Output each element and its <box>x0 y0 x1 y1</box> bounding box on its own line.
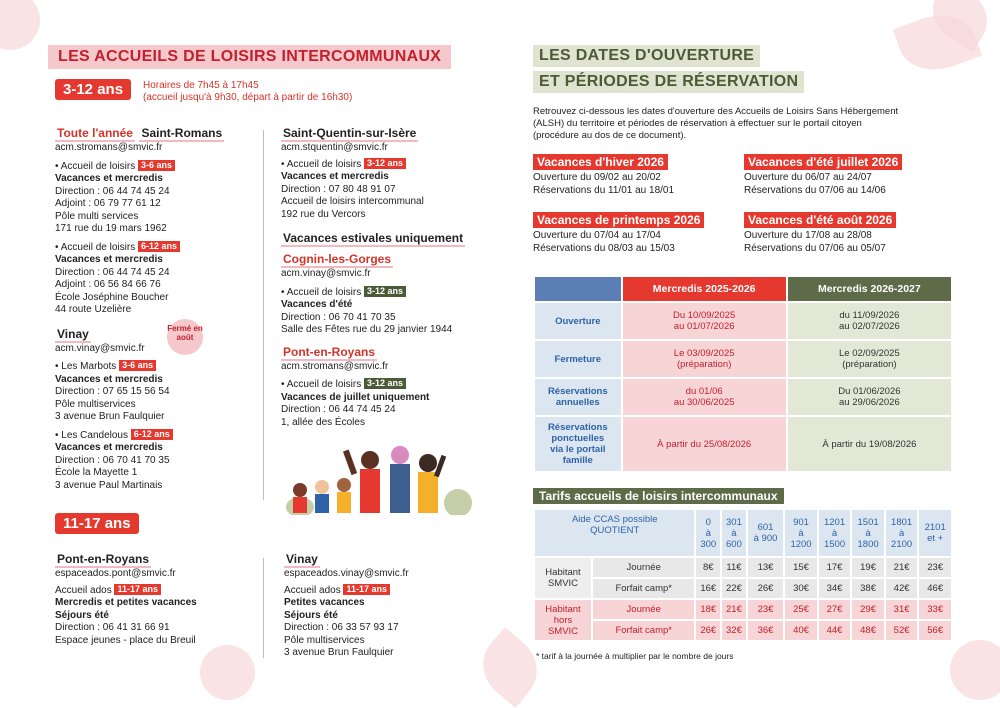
row-label <box>535 417 621 471</box>
va-line: Accueil ados <box>284 584 341 596</box>
sr-line: Vacances et mercredis <box>55 173 163 184</box>
cell <box>788 341 951 377</box>
vacation-title: Vacances d'hiver 2026 <box>533 154 668 170</box>
q-line: à <box>705 527 711 539</box>
right-title-1: LES DATES D'OUVERTURE <box>533 45 760 67</box>
cell-line: au 30/06/2025 <box>673 397 735 408</box>
cg-line: • Accueil de loisirs <box>281 286 362 298</box>
saint-romans-email[interactable]: acm.stromans@smvic.fr <box>55 142 163 153</box>
q-line: 2100 <box>891 538 913 550</box>
q-line: à 900 <box>753 533 778 544</box>
vinay-line: 3 avenue Paul Martinais <box>55 479 163 491</box>
price: 27€ <box>819 600 851 619</box>
va-line: Pôle multiservices <box>284 634 365 646</box>
price: 38€ <box>852 579 884 598</box>
hab-line: SMVIC <box>547 578 579 589</box>
vinay-heading: Vinay <box>57 326 89 341</box>
price: 13€ <box>748 558 783 577</box>
journee-label: Journée <box>593 600 694 619</box>
vacation-opening: Ouverture du 07/04 au 17/04 <box>533 230 661 241</box>
price: 36€ <box>748 621 783 640</box>
pr-line: Vacances de juillet uniquement <box>281 391 430 403</box>
cell <box>623 303 786 339</box>
age-tag: 6-12 ans <box>131 429 173 440</box>
cell-line: Le 03/09/2025 <box>673 348 735 359</box>
wednesdays-table <box>533 275 953 473</box>
vinay-ados-heading: Vinay <box>286 552 318 566</box>
cell: À partir du 25/08/2026 <box>623 417 786 471</box>
habitant-smvic <box>535 558 591 598</box>
vacation-title: Vacances d'été juillet 2026 <box>744 154 902 170</box>
q-line: à <box>865 527 871 539</box>
price: 42€ <box>886 579 918 598</box>
vacation-block <box>533 154 674 197</box>
q-line: à <box>798 527 804 539</box>
price: 26€ <box>696 621 720 640</box>
vinay-line: Direction : 06 70 41 70 35 <box>55 454 170 466</box>
sr-line: 44 route Uzelière <box>55 304 132 315</box>
age-tab-3-12: 3-12 ans <box>55 79 131 100</box>
age-tag: 6-12 ans <box>138 241 180 252</box>
price: 18€ <box>696 600 720 619</box>
saint-romans-heading: Saint-Romans <box>141 126 223 140</box>
vacation-title: Vacances de printemps 2026 <box>533 212 704 228</box>
q-line: 1501 <box>857 516 879 528</box>
va-line: Petites vacances <box>284 597 365 608</box>
price: 44€ <box>819 621 851 640</box>
vacation-block <box>533 212 704 255</box>
intro-line: (procédure au dos de ce document). <box>533 130 687 141</box>
sq-line: Accueil de loisirs intercommunal <box>281 196 424 207</box>
vinay-line: Pôle multiservices <box>55 398 136 410</box>
children-illustration <box>280 435 475 515</box>
q-line: 2101 <box>924 522 946 533</box>
header-2026: Mercredis 2026-2027 <box>788 277 951 301</box>
q-line: à <box>831 527 838 539</box>
pra-line: Séjours été <box>55 609 109 621</box>
habitant-hors-smvic <box>535 600 591 640</box>
hab-line: hors <box>553 614 573 626</box>
vacation-title: Vacances d'été août 2026 <box>744 212 896 228</box>
left-title: LES ACCUEILS DE LOISIRS INTERCOMMUNAUX <box>48 45 451 69</box>
price: 15€ <box>785 558 817 577</box>
row-label-line: Réservations <box>547 386 608 397</box>
hab-line: SMVIC <box>547 625 579 637</box>
quotient-col <box>919 510 951 556</box>
cell-line: au 02/07/2026 <box>839 321 900 332</box>
cell-line: du 11/09/2026 <box>839 310 900 321</box>
sr-line: • Accueil de loisirs <box>55 160 136 172</box>
row-label-line: Réservations <box>547 422 608 433</box>
cell <box>623 341 786 377</box>
aide-ccas: Aide CCAS possible <box>571 514 658 525</box>
vinay-line: Vacances et mercredis <box>55 373 163 385</box>
sq-line: Vacances et mercredis <box>281 171 389 182</box>
right-title-2: ET PÉRIODES DE RÉSERVATION <box>533 71 804 93</box>
va-line: 3 avenue Brun Faulquier <box>284 647 394 658</box>
q-line: 1800 <box>857 538 879 550</box>
cognin-email[interactable]: acm.vinay@smvic.fr <box>281 268 371 279</box>
sr-line: Adjoint : 06 56 84 66 76 <box>55 279 161 290</box>
pra-line: Direction : 06 41 31 66 91 <box>55 622 170 633</box>
sr-line: Adjoint : 06 79 77 61 12 <box>55 198 161 209</box>
saint-quentin-heading: Saint-Quentin-sur-Isère <box>283 126 417 140</box>
q-line: à <box>731 527 737 539</box>
row-label-line: via le portail <box>550 444 606 455</box>
header-2025: Mercredis 2025-2026 <box>623 277 786 301</box>
journee-label: Journée <box>593 558 694 577</box>
va-line: Séjours été <box>284 609 338 621</box>
q-line: et + <box>927 533 944 544</box>
hours-line: Horaires de 7h45 à 17h45 <box>143 80 259 91</box>
forfait-label: Forfait camp* <box>593 621 694 640</box>
q-line: 1801 <box>891 516 913 528</box>
saint-quentin-email[interactable]: acm.stquentin@smvic.fr <box>281 142 388 153</box>
q-line: 601 <box>757 522 774 533</box>
price: 32€ <box>722 621 746 640</box>
vacation-reservation: Réservations du 11/01 au 18/01 <box>533 185 675 196</box>
price: 25€ <box>785 600 817 619</box>
cell-line: au 01/07/2026 <box>673 321 735 332</box>
vinay-line: • Les Marbots <box>55 361 117 372</box>
price: 16€ <box>696 579 720 598</box>
sq-line: • Accueil de loisirs <box>281 158 362 170</box>
vacation-opening: Ouverture du 06/07 au 24/07 <box>744 172 872 183</box>
vinay-email[interactable]: acm.vinay@smvic.fr <box>55 342 145 354</box>
intro-line: Retrouvez ci-dessous les dates d'ouverture des Accueils de Loisirs Sans Hébergement <box>533 106 899 117</box>
sr-line: Vacances et mercredis <box>55 254 163 265</box>
price: 56€ <box>919 621 951 640</box>
cognin-heading: Cognin-les-Gorges <box>283 252 392 266</box>
vacation-block <box>744 154 902 197</box>
cg-line: Salle des Fêtes rue du 29 janvier 1944 <box>281 324 453 335</box>
tarif-footnote: * tarif à la journée à multiplier par le nombre de jours <box>536 651 734 661</box>
vacation-opening: Ouverture du 09/02 au 20/02 <box>533 172 661 183</box>
pra-line: Accueil ados <box>55 584 112 596</box>
cell-line: (préparation) <box>842 359 897 370</box>
vinay-line: 3 avenue Brun Faulquier <box>55 411 165 422</box>
price: 52€ <box>886 621 918 640</box>
quotient-col <box>748 510 783 556</box>
vacation-reservation: Réservations du 08/03 au 15/03 <box>533 243 675 254</box>
vinay-line: Vacances et mercredis <box>55 442 163 453</box>
cell-line: (préparation) <box>676 359 732 370</box>
price: 46€ <box>919 579 951 598</box>
quotient-col <box>696 510 720 556</box>
row-label <box>535 379 621 415</box>
cell-line: Le 02/09/2025 <box>839 348 900 359</box>
pr-line: • Accueil de loisirs <box>281 379 362 390</box>
q-line: 300 <box>700 538 717 550</box>
q-line: 1500 <box>823 538 846 550</box>
cell-line: au 29/06/2026 <box>839 397 900 408</box>
cell <box>788 379 951 415</box>
sr-line: Direction : 06 44 74 45 24 <box>55 266 170 278</box>
age-tag: 3-6 ans <box>138 160 175 171</box>
age-tag: 3-12 ans <box>364 378 406 389</box>
estivales-heading: Vacances estivales uniquement <box>283 231 464 245</box>
pont-en-royans-email[interactable]: acm.stromans@smvic.fr <box>281 360 389 372</box>
row-label: Ouverture <box>535 303 621 339</box>
age-tag: 11-17 ans <box>343 584 390 595</box>
pont-en-royans-heading: Pont-en-Royans <box>283 344 376 359</box>
q-line: à <box>898 527 905 539</box>
forfait-label: Forfait camp* <box>593 579 694 598</box>
price: 48€ <box>852 621 884 640</box>
age-tag: 11-17 ans <box>114 584 161 595</box>
q-line: 0 <box>705 516 711 528</box>
vinay-ados-email[interactable]: espaceados.vinay@smvic.fr <box>284 568 409 579</box>
quotient-col <box>852 510 884 556</box>
quotient-col <box>819 510 851 556</box>
price: 26€ <box>748 579 783 598</box>
sr-line: Direction : 06 44 74 45 24 <box>55 185 170 197</box>
vinay-line: École la Mayette 1 <box>55 467 138 478</box>
price: 23€ <box>919 558 951 577</box>
vacation-reservation: Réservations du 07/06 au 05/07 <box>744 243 886 254</box>
price: 17€ <box>819 558 851 577</box>
q-line: 301 <box>726 516 742 528</box>
hab-line: Habitant <box>545 567 581 578</box>
quotient-col <box>722 510 746 556</box>
price: 40€ <box>785 621 817 640</box>
vinay-line: Direction : 07 65 15 56 54 <box>55 386 170 397</box>
vacation-reservation: Réservations du 07/06 au 14/06 <box>744 185 886 196</box>
price: 30€ <box>785 579 817 598</box>
vacation-block <box>744 212 896 255</box>
sr-line: 171 rue du 19 mars 1962 <box>55 223 167 234</box>
age-tag: 3-6 ans <box>119 360 156 371</box>
row-label-line: famille <box>562 455 593 466</box>
cell <box>788 303 951 339</box>
toute-annee-heading: Toute l'année <box>57 126 133 140</box>
vacation-opening: Ouverture du 17/08 au 28/08 <box>744 230 872 241</box>
cg-line: Direction : 06 70 41 70 35 <box>281 311 396 323</box>
cell-line: du 01/06 <box>685 386 723 397</box>
price: 11€ <box>722 558 746 577</box>
pr-line: Direction : 06 44 74 45 24 <box>281 404 396 415</box>
price: 8€ <box>696 558 720 577</box>
vinay-line: • Les Candelous <box>55 429 128 441</box>
age-tab-11-17: 11-17 ans <box>55 513 139 534</box>
quotient-label: QUOTIENT <box>590 525 640 536</box>
tarifs-title: Tarifs accueils de loisirs intercommunaux <box>533 488 784 504</box>
pra-line: Espace jeunes - place du Breuil <box>55 634 196 646</box>
age-tag: 3-12 ans <box>364 286 406 297</box>
cell-line: Du 01/06/2026 <box>838 386 901 397</box>
intro-line: (ALSH) du territoire et périodes de réservation à effectuer sur le portail citoyen <box>533 118 862 129</box>
price: 33€ <box>919 600 951 619</box>
price: 29€ <box>852 600 884 619</box>
sr-line: Pôle multi services <box>55 210 139 222</box>
price: 21€ <box>886 558 918 577</box>
pont-ados-heading: Pont-en-Royans <box>57 552 150 566</box>
va-line: Direction : 06 33 57 93 17 <box>284 622 399 633</box>
price: 22€ <box>722 579 746 598</box>
cg-line: Vacances d'été <box>281 299 353 310</box>
quotient-col <box>886 510 918 556</box>
price: 23€ <box>748 600 783 619</box>
price: 31€ <box>886 600 918 619</box>
price: 34€ <box>819 579 851 598</box>
pont-ados-email[interactable]: espaceados.pont@smvic.fr <box>55 568 176 579</box>
q-line: 1201 <box>823 516 846 528</box>
sq-line: Direction : 07 80 48 91 07 <box>281 183 396 195</box>
closed-august-badge: Fermé en août <box>167 319 203 355</box>
cell-line: Du 10/09/2025 <box>672 310 736 321</box>
sq-line: 192 rue du Vercors <box>281 208 366 220</box>
q-line: 600 <box>726 538 742 550</box>
price: 21€ <box>722 600 746 619</box>
row-label: Fermeture <box>535 341 621 377</box>
q-line: 1200 <box>790 538 812 550</box>
row-label-line: ponctuelles <box>551 433 605 444</box>
tarifs-table <box>533 508 953 642</box>
cell <box>623 379 786 415</box>
pr-line: 1, allée des Écoles <box>281 416 365 428</box>
sr-line: • Accueil de loisirs <box>55 241 136 253</box>
cell: À partir du 19/08/2026 <box>788 417 951 471</box>
price: 19€ <box>852 558 884 577</box>
q-line: 901 <box>793 516 809 528</box>
row-label-line: annuelles <box>555 397 600 408</box>
hours-detail: (accueil jusqu'à 9h30, départ à partir de 16h30) <box>143 92 353 103</box>
age-tag: 3-12 ans <box>364 158 406 169</box>
quotient-col <box>785 510 817 556</box>
pra-line: Mercredis et petites vacances <box>55 597 197 608</box>
hab-line: Habitant <box>545 603 581 615</box>
sr-line: École Joséphine Boucher <box>55 291 169 303</box>
